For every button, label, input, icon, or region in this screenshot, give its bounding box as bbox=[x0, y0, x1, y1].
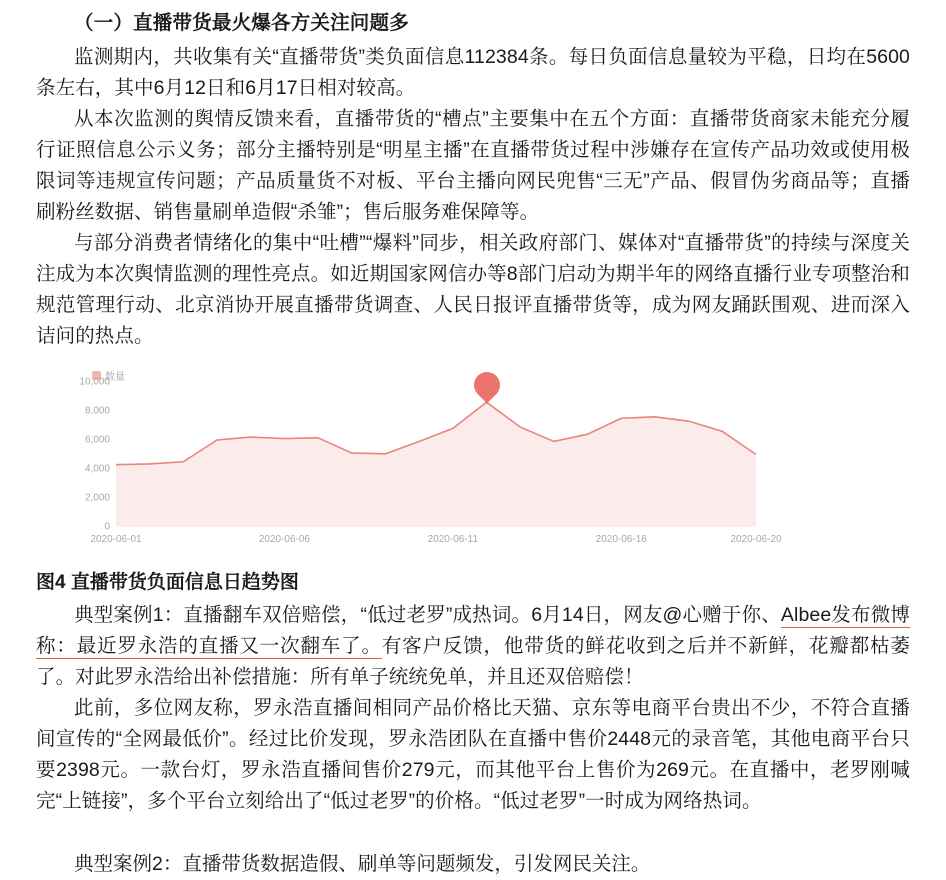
y-tick-label: 2,000 bbox=[84, 492, 110, 504]
chart-x-axis bbox=[40, 534, 912, 550]
x-tick-label: 2020-06-16 bbox=[595, 534, 647, 545]
y-tick-label: 6,000 bbox=[84, 434, 110, 446]
case-lead: 典型案例1：直播翻车双倍赔偿，“低过老罗”成热词。 bbox=[74, 604, 532, 626]
chart-series-svg bbox=[116, 382, 756, 527]
x-tick-label: 2020-06-20 bbox=[730, 534, 782, 545]
y-tick-label: 10,000 bbox=[79, 376, 110, 388]
y-tick-label: 4,000 bbox=[84, 463, 110, 475]
paragraph: 此前，多位网友称，罗永浩直播间相同产品价格比天猫、京东等电商平台贵出不少，不符合直播间宣传的“全网最低价”。经过比价发现，罗永浩团队在直播中售价2448元的录音笔，其他电商平台只要2398元。一款台灯，罗永浩直播间售价279元，而其他平台上售价为269元。在直播中，老罗刚喊完“上链接”，多个平台立刻给出了“低过老罗”的价格。“低过老罗”一时成为网络热词。 bbox=[36, 697, 910, 812]
trend-chart bbox=[40, 366, 912, 562]
x-tick-label: 2020-06-01 bbox=[90, 534, 142, 545]
legend-label: 数量 bbox=[105, 372, 125, 383]
case-text-before: 6月14日，网友@心赠于你、 bbox=[531, 604, 781, 626]
cut-off-paragraph-region bbox=[0, 849, 946, 875]
y-tick-label: 0 bbox=[104, 521, 110, 533]
case-text-underlined: Albee发布微博称：最近罗永浩的直播又一次翻车了。 bbox=[36, 604, 910, 657]
y-tick-label: 8,000 bbox=[84, 405, 110, 417]
paragraph: 与部分消费者情绪化的集中“吐槽”“爆料”同步，相关政府部门、媒体对“直播带货”的持续与深度关注成为本次舆情监测的理性亮点。如近期国家网信办等8部门启动为期半年的网络直播行业专项整治和规范管理行动、北京消协开展直播带货调查、人民日报评直播带货等，成为网友踊跃围观、进而深入诘问的热点。 bbox=[36, 232, 910, 347]
x-tick-label: 2020-06-06 bbox=[258, 534, 310, 545]
x-tick-label: 2020-06-11 bbox=[427, 534, 479, 545]
figure-caption: 图4 直播带货负面信息日趋势图 bbox=[36, 572, 299, 593]
paragraph: 从本次监测的舆情反馈来看，直播带货的“槽点”主要集中在五个方面：直播带货商家未能充分履行证照信息公示义务；部分主播特别是“明星主播”在直播带货过程中涉嫌存在宣传产品功效或使用极限词等违规宣传问题；产品质量货不对板、平台主播向网民兜售“三无”产品、假冒伪劣商品等；直播刷粉丝数据、销售量刷单造假“杀雏”；售后服务难保障等。 bbox=[36, 108, 910, 223]
case-text-after: 有客户反馈，他带货的鲜花收到之后并不新鲜，花瓣都枯萎了。对此罗永浩给出补偿措施：所有单子统统免单，并且还双倍赔偿！ bbox=[36, 635, 910, 688]
chart-figure bbox=[36, 362, 910, 562]
chart-y-axis bbox=[62, 376, 110, 533]
chart-plot-area bbox=[116, 382, 756, 527]
section-title: （一）直播带货最火爆各方关注问题多 bbox=[74, 12, 409, 34]
cut-off-paragraph: 典型案例2：直播带货数据造假、刷单等问题频发，引发网民关注。 bbox=[74, 853, 651, 875]
paragraph: 监测期内，共收集有关“直播带货”类负面信息112384条。每日负面信息量较为平稳，日均在5600条左右，其中6月12日和6月17日相对较高。 bbox=[36, 46, 910, 99]
case-paragraph bbox=[36, 600, 910, 693]
